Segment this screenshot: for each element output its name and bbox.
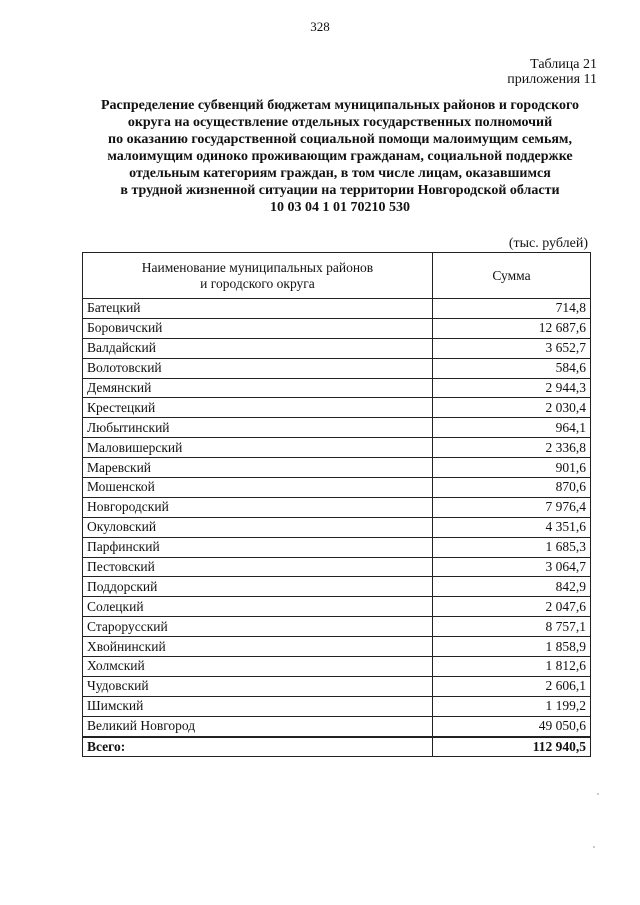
district-sum: 2 606,1: [433, 676, 591, 696]
table-reference: [507, 57, 597, 87]
district-name: Батецкий: [83, 299, 433, 319]
table-row: [83, 716, 591, 736]
table-row: [83, 497, 591, 517]
district-name: Мошенской: [83, 478, 433, 498]
header-sum: Сумма: [433, 253, 591, 299]
district-sum: 964,1: [433, 418, 591, 438]
district-name: Поддорский: [83, 577, 433, 597]
district-name: Маловишерский: [83, 438, 433, 458]
units-label: (тыс. рублей): [508, 236, 588, 251]
budget-code: 10 03 04 1 01 70210 530: [270, 200, 410, 215]
district-sum: 3 064,7: [433, 557, 591, 577]
district-name: Пестовский: [83, 557, 433, 577]
table-row: [83, 597, 591, 617]
table-row: [83, 338, 591, 358]
table-row: [83, 478, 591, 498]
district-sum: 7 976,4: [433, 497, 591, 517]
total-row: [83, 737, 591, 757]
table-row: [83, 676, 591, 696]
table-row: [83, 696, 591, 716]
title-line: малоимущим одиноко проживающим гражданам, социальной поддержке: [107, 149, 573, 164]
district-sum: 584,6: [433, 358, 591, 378]
district-sum: 714,8: [433, 299, 591, 319]
district-sum: 1 812,6: [433, 657, 591, 677]
table-row: [83, 637, 591, 657]
header-name-line: Наименование муниципальных районов: [141, 259, 374, 275]
district-sum: 1 199,2: [433, 696, 591, 716]
scan-speck: [597, 793, 599, 795]
table-row: [83, 458, 591, 478]
district-name: Великий Новгород: [83, 716, 433, 736]
header-name: [83, 253, 433, 299]
header-name-line: и городского округа: [200, 275, 315, 291]
district-name: Новгородский: [83, 497, 433, 517]
total-sum: 112 940,5: [433, 737, 591, 757]
total-label: Всего:: [83, 737, 433, 757]
title-line: по оказанию государственной социальной помощи малоимущим семьям,: [108, 132, 572, 147]
district-name: Хвойнинский: [83, 637, 433, 657]
table-row: [83, 517, 591, 537]
district-name: Валдайский: [83, 338, 433, 358]
district-sum: 901,6: [433, 458, 591, 478]
title-line: в трудной жизненной ситуации на территории Новгородской области: [120, 183, 560, 198]
district-name: Шимский: [83, 696, 433, 716]
district-name: Старорусский: [83, 617, 433, 637]
district-sum: 4 351,6: [433, 517, 591, 537]
table-row: [83, 617, 591, 637]
table-row: [83, 657, 591, 677]
district-name: Маревский: [83, 458, 433, 478]
district-name: Боровичский: [83, 318, 433, 338]
district-name: Любытинский: [83, 418, 433, 438]
table-body: [83, 299, 591, 757]
district-sum: 842,9: [433, 577, 591, 597]
table-row: [83, 557, 591, 577]
title-line: отдельным категориям граждан, в том числе лицам, оказавшимся: [129, 166, 551, 181]
title-line: округа на осуществление отдельных государственных полномочий: [127, 115, 553, 130]
subsidy-table: [82, 252, 591, 757]
district-sum: 1 685,3: [433, 537, 591, 557]
district-sum: 870,6: [433, 478, 591, 498]
table-row: [83, 577, 591, 597]
district-sum: 49 050,6: [433, 716, 591, 736]
district-name: Парфинский: [83, 537, 433, 557]
table-row: [83, 358, 591, 378]
table-row: [83, 418, 591, 438]
district-name: Демянский: [83, 378, 433, 398]
district-sum: 2 944,3: [433, 378, 591, 398]
title-line: Распределение субвенций бюджетам муниципальных районов и городского: [100, 98, 579, 113]
table-row: [83, 299, 591, 319]
table-row: [83, 318, 591, 338]
table-row: [83, 398, 591, 418]
appendix-number: приложения 11: [507, 72, 597, 87]
district-name: Солецкий: [83, 597, 433, 617]
district-name: Окуловский: [83, 517, 433, 537]
district-name: Чудовский: [83, 676, 433, 696]
district-sum: 2 030,4: [433, 398, 591, 418]
district-name: Крестецкий: [83, 398, 433, 418]
district-name: Волотовский: [83, 358, 433, 378]
table-number: Таблица 21: [530, 57, 597, 72]
district-name: Холмский: [83, 657, 433, 677]
district-sum: 2 336,8: [433, 438, 591, 458]
district-sum: 8 757,1: [433, 617, 591, 637]
table-row: [83, 378, 591, 398]
table-row: [83, 537, 591, 557]
scan-speck: [593, 846, 595, 848]
district-sum: 12 687,6: [433, 318, 591, 338]
district-sum: 3 652,7: [433, 338, 591, 358]
table-header-row: [83, 253, 591, 299]
page-number: 328: [310, 19, 330, 34]
district-sum: 1 858,9: [433, 637, 591, 657]
document-title: [70, 97, 610, 216]
table-row: [83, 438, 591, 458]
district-sum: 2 047,6: [433, 597, 591, 617]
